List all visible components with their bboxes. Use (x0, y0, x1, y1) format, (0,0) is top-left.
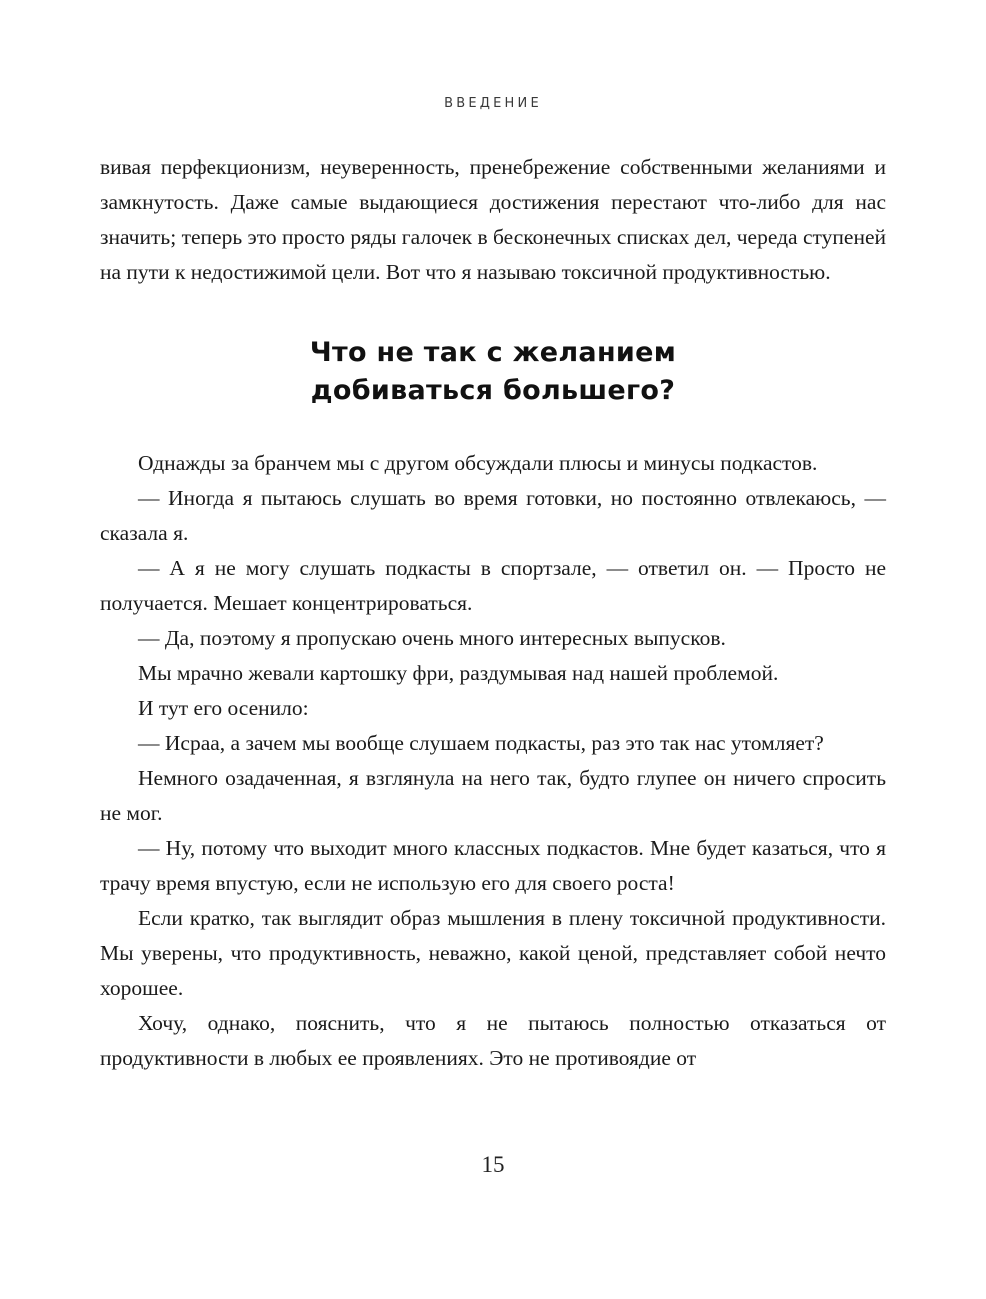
body-paragraph: Если кратко, так выглядит образ мышления в плену токсичной продуктивности. Мы уверены, что продуктивность, неважно, какой ценой, представляет собой нечто хорошее. (100, 906, 886, 1000)
page-content (100, 150, 886, 1076)
body-paragraph: Немного озадаченная, я взглянула на него так, будто глупее он ничего спросить не мог. (100, 766, 886, 825)
continued-paragraph: вивая перфекционизм, неуверенность, пренебрежение собственными желаниями и замкнутость. Даже самые выдающиеся достижения перестают что-либо для нас значить; теперь это просто ряды галочек в бесконечных списках дел, череда ступеней на пути к недостижимой цели. Вот что я называю токсичной продуктивностью. (100, 155, 886, 284)
page-number: 15 (481, 1152, 505, 1177)
section-heading-line-1: Что не так с желанием (309, 337, 677, 368)
body-paragraph: — Ну, потому что выходит много классных подкастов. Мне будет казаться, что я трачу время впустую, если не использую его для своего роста! (100, 836, 886, 895)
body-paragraph: Мы мрачно жевали картошку фри, раздумывая над нашей проблемой. (138, 661, 779, 685)
body-paragraph: Однажды за бранчем мы с другом обсуждали плюсы и минусы подкастов. (138, 451, 818, 475)
body-paragraph: — Исраа, а зачем мы вообще слушаем подкасты, раз это так нас утомляет? (138, 731, 824, 755)
running-head: ВВЕДЕНИЕ (444, 96, 542, 111)
body-paragraph: — А я не могу слушать подкасты в спортзале, — ответил он. — Просто не получается. Мешает концентрироваться. (100, 556, 886, 615)
section-heading-line-2: добиваться большего? (310, 375, 676, 406)
body-paragraph: И тут его осенило: (138, 696, 309, 720)
section-heading (100, 334, 886, 410)
body-paragraph: — Да, поэтому я пропускаю очень много интересных выпусков. (138, 626, 726, 650)
body-paragraph: — Иногда я пытаюсь слушать во время готовки, но постоянно отвлекаюсь, — сказала я. (100, 486, 886, 545)
body-paragraph: Хочу, однако, пояснить, что я не пытаюсь полностью отказаться от продуктивности в любых ее проявлениях. Это не противоядие от (100, 1011, 886, 1070)
